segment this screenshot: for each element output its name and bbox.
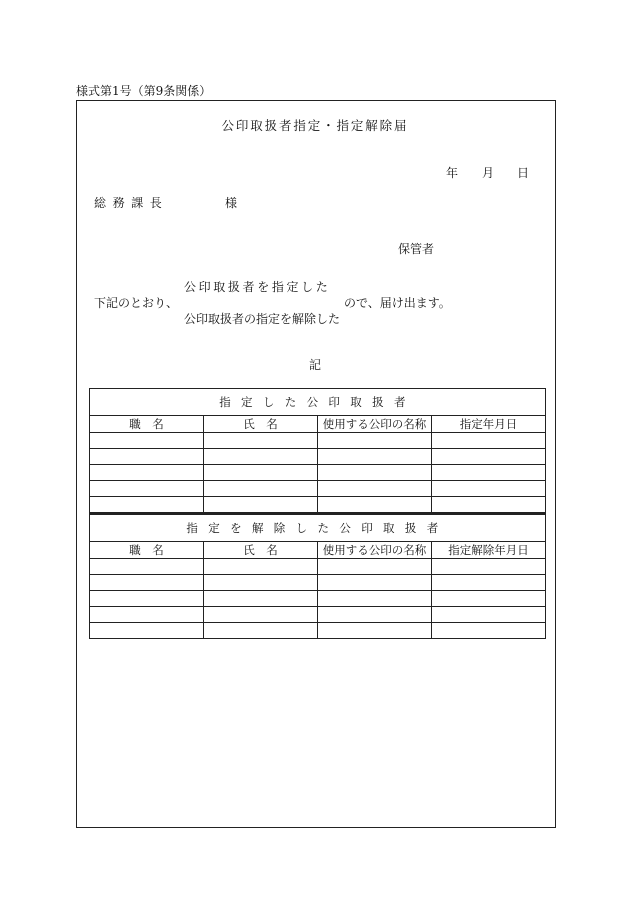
body-prefix-text: 下記のとおり、 <box>94 296 179 310</box>
designated-cell <box>204 497 318 514</box>
released-cell <box>318 575 432 591</box>
designated-handlers-table <box>89 388 546 514</box>
designated-cell <box>204 449 318 465</box>
designated-cell <box>318 481 432 497</box>
form-number-label: 様式第1号（第9条関係） <box>76 84 212 98</box>
released-table-title: 指定を解除した公印取扱者 <box>90 514 546 542</box>
recipient-honorific: 様 <box>225 196 238 210</box>
designated-header-3: 指定年月日 <box>432 416 546 433</box>
released-header-3: 指定解除年月日 <box>432 542 546 559</box>
released-cell <box>90 559 204 575</box>
released-cell <box>432 559 546 575</box>
released-cell <box>432 623 546 639</box>
designated-cell <box>204 481 318 497</box>
designated-header-2: 使用する公印の名称 <box>318 416 432 433</box>
released-cell <box>318 607 432 623</box>
designated-cell <box>432 481 546 497</box>
option-release-text: 公印取扱者の指定を解除した <box>184 312 341 326</box>
released-header-2: 使用する公印の名称 <box>318 542 432 559</box>
released-cell <box>90 575 204 591</box>
released-cell <box>90 623 204 639</box>
designated-cell <box>318 465 432 481</box>
table-row <box>90 591 546 607</box>
released-handlers-table <box>89 513 546 639</box>
designated-table-title: 指定した公印取扱者 <box>90 389 546 416</box>
released-cell <box>432 575 546 591</box>
designated-cell <box>90 497 204 514</box>
designated-cell <box>432 497 546 514</box>
designated-cell <box>204 433 318 449</box>
released-cell <box>90 591 204 607</box>
released-cell <box>318 591 432 607</box>
released-cell <box>204 591 318 607</box>
designated-cell <box>204 465 318 481</box>
table-row <box>90 465 546 481</box>
table-row <box>90 607 546 623</box>
released-cell <box>432 607 546 623</box>
form-title: 公印取扱者指定・指定解除届 <box>221 118 409 133</box>
table-row <box>90 449 546 465</box>
released-cell <box>318 623 432 639</box>
released-cell <box>318 559 432 575</box>
released-cell <box>90 607 204 623</box>
designated-cell <box>318 433 432 449</box>
designated-cell <box>432 465 546 481</box>
designated-header-1: 氏 名 <box>204 416 318 433</box>
table-row <box>90 497 546 514</box>
table-row <box>90 575 546 591</box>
designated-cell <box>318 449 432 465</box>
released-cell <box>204 559 318 575</box>
ki-heading: 記 <box>308 358 321 372</box>
released-cell <box>432 591 546 607</box>
table-row <box>90 559 546 575</box>
table-row <box>90 481 546 497</box>
custodian-label: 保管者 <box>398 242 435 256</box>
released-cell <box>204 575 318 591</box>
date-month-label: 月 <box>482 166 495 180</box>
designated-cell <box>90 449 204 465</box>
designated-cell <box>318 497 432 514</box>
designated-cell <box>432 433 546 449</box>
released-header-0: 職 名 <box>90 542 204 559</box>
designated-header-0: 職 名 <box>90 416 204 433</box>
date-year-label: 年 <box>446 166 459 180</box>
table-row <box>90 433 546 449</box>
designated-cell <box>432 449 546 465</box>
table-row <box>90 623 546 639</box>
designated-cell <box>90 433 204 449</box>
body-suffix-text: ので、届け出ます。 <box>344 296 451 310</box>
released-cell <box>204 607 318 623</box>
recipient-name: 総務課長 <box>94 196 169 210</box>
designated-cell <box>90 465 204 481</box>
option-designate-text: 公印取扱者を指定した <box>184 280 331 294</box>
released-header-1: 氏 名 <box>204 542 318 559</box>
released-cell <box>204 623 318 639</box>
designated-cell <box>90 481 204 497</box>
date-day-label: 日 <box>517 166 530 180</box>
